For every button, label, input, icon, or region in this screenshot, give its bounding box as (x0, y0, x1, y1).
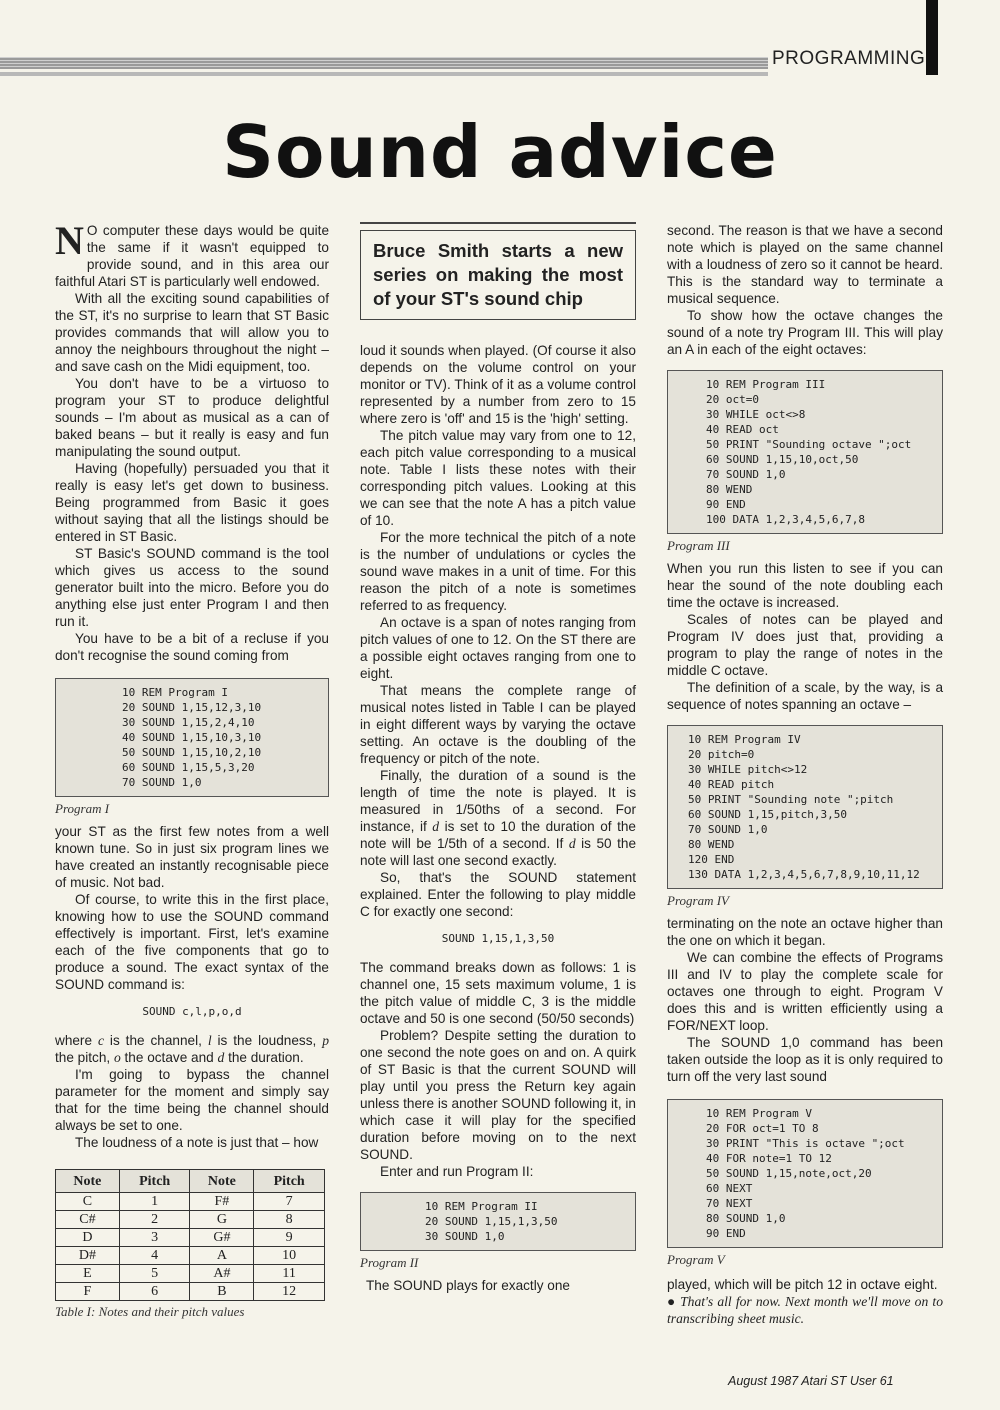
table-row (56, 1283, 325, 1301)
table-header: Note (56, 1170, 120, 1193)
paragraph: Problem? Despite setting the duration to one second the note goes on and on. A quirk of ST Basic is that the current SOUND will play until you press the Return key again unless there is another SOUND following it, in which case it will play for the specified duration before moving on to the next SOUND. (360, 1028, 636, 1162)
code-line: 20 pitch=0 (688, 748, 755, 761)
code-line: 80 WEND (688, 838, 735, 851)
paragraph: terminating on the note an octave higher than the one on which it began. (667, 916, 943, 948)
paragraph: Having (hopefully) persuaded you that it really is easy let's get down to business. Being programmed from Basic it goes without saying that all the listings should be entered in ST Basic. (55, 461, 329, 544)
paragraph: I'm going to bypass the channel parameter for the moment and simply say that for the time being the channel should always be set to one. (55, 1067, 329, 1133)
code-line: 90 END (706, 498, 746, 511)
code-line: 50 PRINT "Sounding note ";pitch (688, 793, 894, 806)
code-line: 40 FOR note=1 TO 12 (706, 1152, 832, 1165)
table-header-row (56, 1170, 325, 1193)
paragraph: your ST as the first few notes from a well known tune. So in just six program lines we have created an instantly recognisable piece of music. Not bad. (55, 824, 329, 890)
table-cell: C (56, 1193, 120, 1211)
paragraph: Of course, to write this in the first place, knowing how to use the SOUND command effectively is important. First, let's examine each of the five components that go to produce a sound. The exact syntax of the SOUND command is: (55, 892, 329, 992)
paragraph: second. The reason is that we have a second note which is played on the same channel with a loudness of zero so it cannot be heard. This is the standard way to terminate a musical sequence. (667, 223, 943, 306)
paragraph: You have to be a bit of a recluse if you don't recognise the sound coming from (55, 631, 329, 663)
table-row (56, 1247, 325, 1265)
header-rule-thin (0, 72, 768, 76)
closing-paragraph: ● That's all for now. Next month we'll move on to transcribing sheet music. (667, 1294, 943, 1326)
table-header: Pitch (254, 1170, 325, 1193)
table-cell: F# (190, 1193, 254, 1211)
table-header: Note (190, 1170, 254, 1193)
table-cell: 6 (119, 1283, 190, 1301)
article-title: Sound advice (222, 110, 778, 194)
drop-cap: N (55, 218, 84, 263)
table-row (56, 1193, 325, 1211)
code-line: 50 SOUND 1,15,10,2,10 (122, 746, 262, 759)
code-line: 70 SOUND 1,0 (706, 468, 786, 481)
program-listing-2 (360, 1192, 636, 1251)
paragraph: N O computer these days would be quite the same if it wasn't equipped to provide sound, and in this area our faithful Atari ST is particularly well endowed. (55, 218, 329, 289)
code-line: 100 DATA 1,2,3,4,5,6,7,8 (706, 513, 865, 526)
program-listing-1 (55, 678, 329, 797)
paragraph: played, which will be pitch 12 in octave eight. (667, 1277, 938, 1292)
paragraph: The pitch value may vary from one to 12, each pitch value corresponding to a musical note. Table I lists these notes with their corresponding pitch values. Looking at this we can see that the note A has a pitch value of 10. (360, 428, 636, 528)
code-line: 30 SOUND 1,15,2,4,10 (122, 716, 255, 729)
code-line: 40 READ oct (706, 423, 779, 436)
code-line: 20 oct=0 (706, 393, 759, 406)
table-row (56, 1211, 325, 1229)
code-line: 50 SOUND 1,15,note,oct,20 (706, 1167, 872, 1180)
program-listing-4 (667, 725, 943, 889)
table-cell: E (56, 1265, 120, 1283)
table-caption: Table I: Notes and their pitch values (55, 1304, 245, 1319)
paragraph: Finally, the duration of a sound is the length of time the note is played. It is measured in 1/50ths of a second. For instance, if d is set to 10 the duration of the note will be 1/5th of a second. If d is 50 the note will last one second exactly. (360, 768, 637, 868)
table-row (56, 1265, 325, 1283)
standfirst: Bruce Smith starts a new series on making the most of your ST's sound chip (360, 230, 636, 320)
code-line: 60 SOUND 1,15,10,oct,50 (706, 453, 859, 466)
table-cell: 4 (119, 1247, 190, 1265)
paragraph: An octave is a span of notes ranging from pitch values of one to 12. On the ST there are a possible eight octaves ranging from one to eight. (360, 615, 636, 681)
table-cell: 8 (254, 1211, 325, 1229)
table-cell: 2 (119, 1211, 190, 1229)
paragraph: where c is the channel, l is the loudness, p the pitch, o the octave and d the duration. (55, 1033, 329, 1065)
paragraph: The SOUND 1,0 command has been taken outside the loop as it is only required to turn off the very last sound (667, 1035, 943, 1084)
program-listing-3 (667, 370, 943, 534)
column-2 (360, 222, 636, 1294)
paragraph: You don't have to be a virtuoso to program your ST to produce delightful sounds – I'm about as musical as a can of baked beans – but it really is easy and fun manipulating the sound output. (55, 376, 329, 459)
column-3 (667, 222, 943, 1327)
table-cell: 1 (119, 1193, 190, 1211)
program-listing-5 (667, 1099, 943, 1248)
table-cell: D (56, 1229, 120, 1247)
table-cell: 5 (119, 1265, 190, 1283)
page-footer: August 1987 Atari ST User 61 (728, 1374, 894, 1388)
syntax-line: SOUND c,l,p,o,d (142, 1005, 242, 1018)
column-1 (55, 218, 329, 1326)
paragraph: The SOUND plays for exactly one (366, 1278, 570, 1293)
table-cell: A (190, 1247, 254, 1265)
paragraph: So, that's the SOUND statement explained. Enter the following to play middle C for exactly one second: (360, 870, 636, 919)
program-caption: Program III (667, 538, 730, 553)
paragraph: We can combine the effects of Programs III and IV to play the complete scale for octaves one through to eight. Program V does this and is written efficiently using a FOR/NEXT loop. (667, 950, 943, 1033)
code-line: 50 PRINT "Sounding octave ";oct (706, 438, 912, 451)
table-cell: C# (56, 1211, 120, 1229)
program-caption: Program V (667, 1252, 725, 1267)
table-cell: 7 (254, 1193, 325, 1211)
table-cell: A# (190, 1265, 254, 1283)
code-line: 30 WHILE oct<>8 (706, 408, 806, 421)
code-line: 80 SOUND 1,0 (706, 1212, 786, 1225)
code-line: 30 PRINT "This is octave ";oct (706, 1137, 905, 1150)
paragraph: ST Basic's SOUND command is the tool which gives us access to the sound generator built into the micro. Before you do anything else just enter Program I and then run it. (55, 546, 329, 629)
code-line: 20 FOR oct=1 TO 8 (706, 1122, 819, 1135)
code-line: 20 SOUND 1,15,12,3,10 (122, 701, 262, 714)
code-line: 10 REM Program V (706, 1107, 812, 1120)
header-rule (0, 57, 768, 69)
paragraph: When you run this listen to see if you can hear the sound of the note doubling each time the octave is increased. (667, 561, 943, 610)
table-header: Pitch (119, 1170, 190, 1193)
code-line: 10 REM Program III (706, 378, 826, 391)
notes-table (55, 1169, 325, 1301)
table-cell: 12 (254, 1283, 325, 1301)
code-line: 90 END (706, 1227, 746, 1240)
bullet-icon: ● (667, 1294, 676, 1309)
program-caption: Program I (55, 801, 110, 816)
table-row (56, 1229, 325, 1247)
page-tab-marker (926, 0, 938, 75)
paragraph: That means the complete range of musical notes listed in Table I can be played in eight different ways by varying the octave setting. An octave is the doubling of the frequency or pitch of the note. (360, 683, 636, 766)
paragraph: With all the exciting sound capabilities of the ST, it's no surprise to learn that ST Basic provides commands that will allow you to annoy the neighbours throughout the night – and save cash on the Midi equipment, too. (55, 291, 329, 374)
code-line: 40 SOUND 1,15,10,3,10 (122, 731, 262, 744)
code-line: 10 REM Program II (425, 1200, 538, 1213)
table-cell: F (56, 1283, 120, 1301)
code-line: 120 END (688, 853, 735, 866)
code-line: 70 NEXT (706, 1197, 753, 1210)
table-cell: G# (190, 1229, 254, 1247)
standfirst-rule (360, 222, 636, 224)
code-line: 10 REM Program I (122, 686, 228, 699)
code-line: 20 SOUND 1,15,1,3,50 (425, 1215, 558, 1228)
program-caption: Program IV (667, 893, 729, 908)
code-line: 80 WEND (706, 483, 753, 496)
example-line: SOUND 1,15,1,3,50 (441, 932, 555, 945)
paragraph: The loudness of a note is just that – how (75, 1135, 319, 1150)
code-line: 10 REM Program IV (688, 733, 801, 746)
code-line: 60 NEXT (706, 1182, 753, 1195)
paragraph: The command breaks down as follows: 1 is channel one, 15 sets maximum volume, 1 is the pitch value of middle C, 3 is the middle octave and 50 is one second (50/50 seconds) (360, 960, 636, 1026)
paragraph: The definition of a scale, by the way, is a sequence of notes spanning an octave – (667, 680, 943, 712)
paragraph: For the more technical the pitch of a note is the number of undulations or cycles the sound wave makes in a unit of time. For this reason the pitch of a note is sometimes referred to as frequency. (360, 530, 636, 613)
paragraph: Enter and run Program II: (380, 1164, 534, 1179)
code-line: 30 SOUND 1,0 (425, 1230, 505, 1243)
code-line: 70 SOUND 1,0 (688, 823, 768, 836)
table-cell: D# (56, 1247, 120, 1265)
code-line: 60 SOUND 1,15,5,3,20 (122, 761, 255, 774)
code-line: 130 DATA 1,2,3,4,5,6,7,8,9,10,11,12 (688, 868, 920, 881)
code-line: 60 SOUND 1,15,pitch,3,50 (688, 808, 847, 821)
table-cell: G (190, 1211, 254, 1229)
table-cell: 10 (254, 1247, 325, 1265)
table-cell: 11 (254, 1265, 325, 1283)
paragraph: loud it sounds when played. (Of course it also depends on the volume control on your monitor or TV). Think of it as a volume control represented by a number from zero to 15 where zero is 'off' and 15 is the 'high' setting. (360, 343, 636, 426)
section-label: PROGRAMMING (772, 48, 926, 69)
code-line: 30 WHILE pitch<>12 (688, 763, 808, 776)
paragraph: Scales of notes can be played and Program IV does just that, providing a program to play the range of notes in the middle C octave. (667, 612, 943, 678)
code-line: 70 SOUND 1,0 (122, 776, 202, 789)
code-line: 40 READ pitch (688, 778, 775, 791)
table-cell: 3 (119, 1229, 190, 1247)
table-cell: B (190, 1283, 254, 1301)
paragraph: To show how the octave changes the sound of a note try Program III. This will play an A in each of the eight octaves: (667, 308, 943, 357)
program-caption: Program II (360, 1255, 419, 1270)
table-cell: 9 (254, 1229, 325, 1247)
